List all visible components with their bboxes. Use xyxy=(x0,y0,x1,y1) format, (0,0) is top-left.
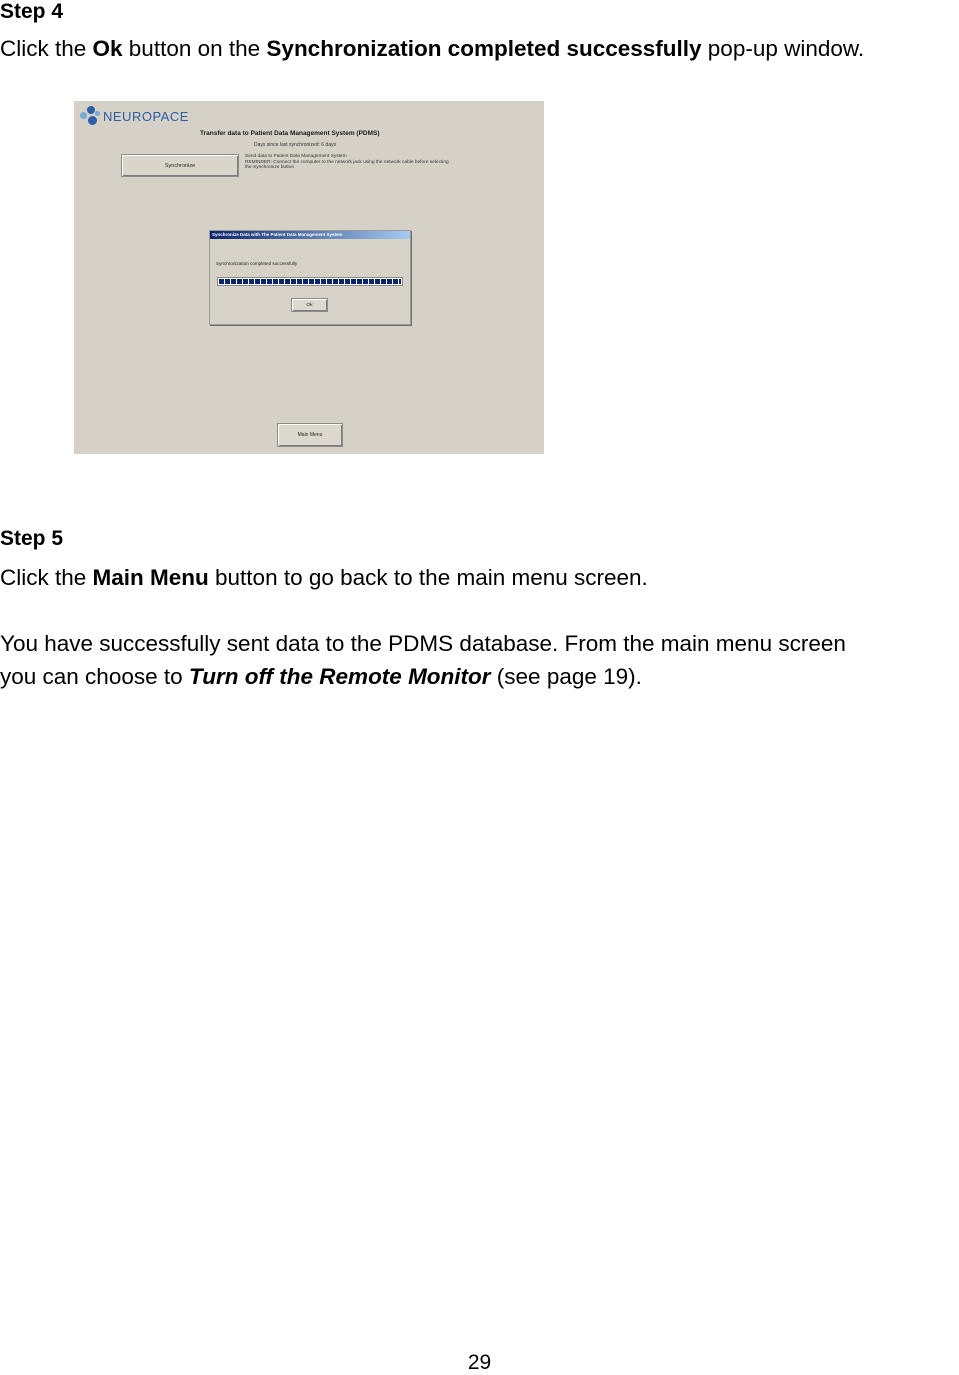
screen-title: Transfer data to Patient Data Management System (PDMS) xyxy=(200,130,380,137)
step-4-instruction: Click the Ok button on the Synchronization completed successfully pop-up window. xyxy=(0,36,865,61)
dialog-title-bar: Synchronize Data with The Patient Data Management System xyxy=(210,231,410,239)
step-5-instruction: Click the Main Menu button to go back to the main menu screen. xyxy=(0,565,648,590)
sync-progress-bar xyxy=(217,277,403,286)
reminder-line: Send data to Patient Data Management System xyxy=(245,154,347,159)
neuropace-logo-text: NEUROPACE xyxy=(103,108,189,124)
page-number: 29 xyxy=(467,1351,492,1374)
days-since-sync: Days since last synchronized: 6 days xyxy=(254,142,336,148)
reminder-line: REMINDER: Connect the computer to the network jack using the network cable before selecting xyxy=(245,159,449,165)
ok-button[interactable]: Ok xyxy=(291,298,328,312)
turn-off-remote-monitor-reference: Turn off the Remote Monitor xyxy=(188,664,491,689)
closing-paragraph: You have successfully sent data to the PDMS database. From the main menu screen you can choose to Turn off the Remote Monitor (see page 19). xyxy=(0,631,846,689)
step-4-heading: Step 4 xyxy=(0,0,64,23)
remote-monitor-screenshot xyxy=(74,101,544,454)
reminder-line: the Synchronize button xyxy=(245,165,295,171)
sync-completed-dialog xyxy=(209,230,411,325)
main-menu-button[interactable]: Main Menu xyxy=(277,423,343,447)
synchronize-button[interactable]: Synchronize xyxy=(121,154,239,177)
closing-line-1: You have successfully sent data to the PDMS database. From the main menu screen xyxy=(0,631,846,656)
progress-fill xyxy=(219,279,401,284)
neuropace-logo xyxy=(80,106,189,126)
step-5-heading: Step 5 xyxy=(0,527,64,550)
sync-reminder xyxy=(245,154,449,171)
dialog-message: Synchronization completed successfully xyxy=(216,261,298,266)
neuropace-logo-icon xyxy=(80,106,100,126)
